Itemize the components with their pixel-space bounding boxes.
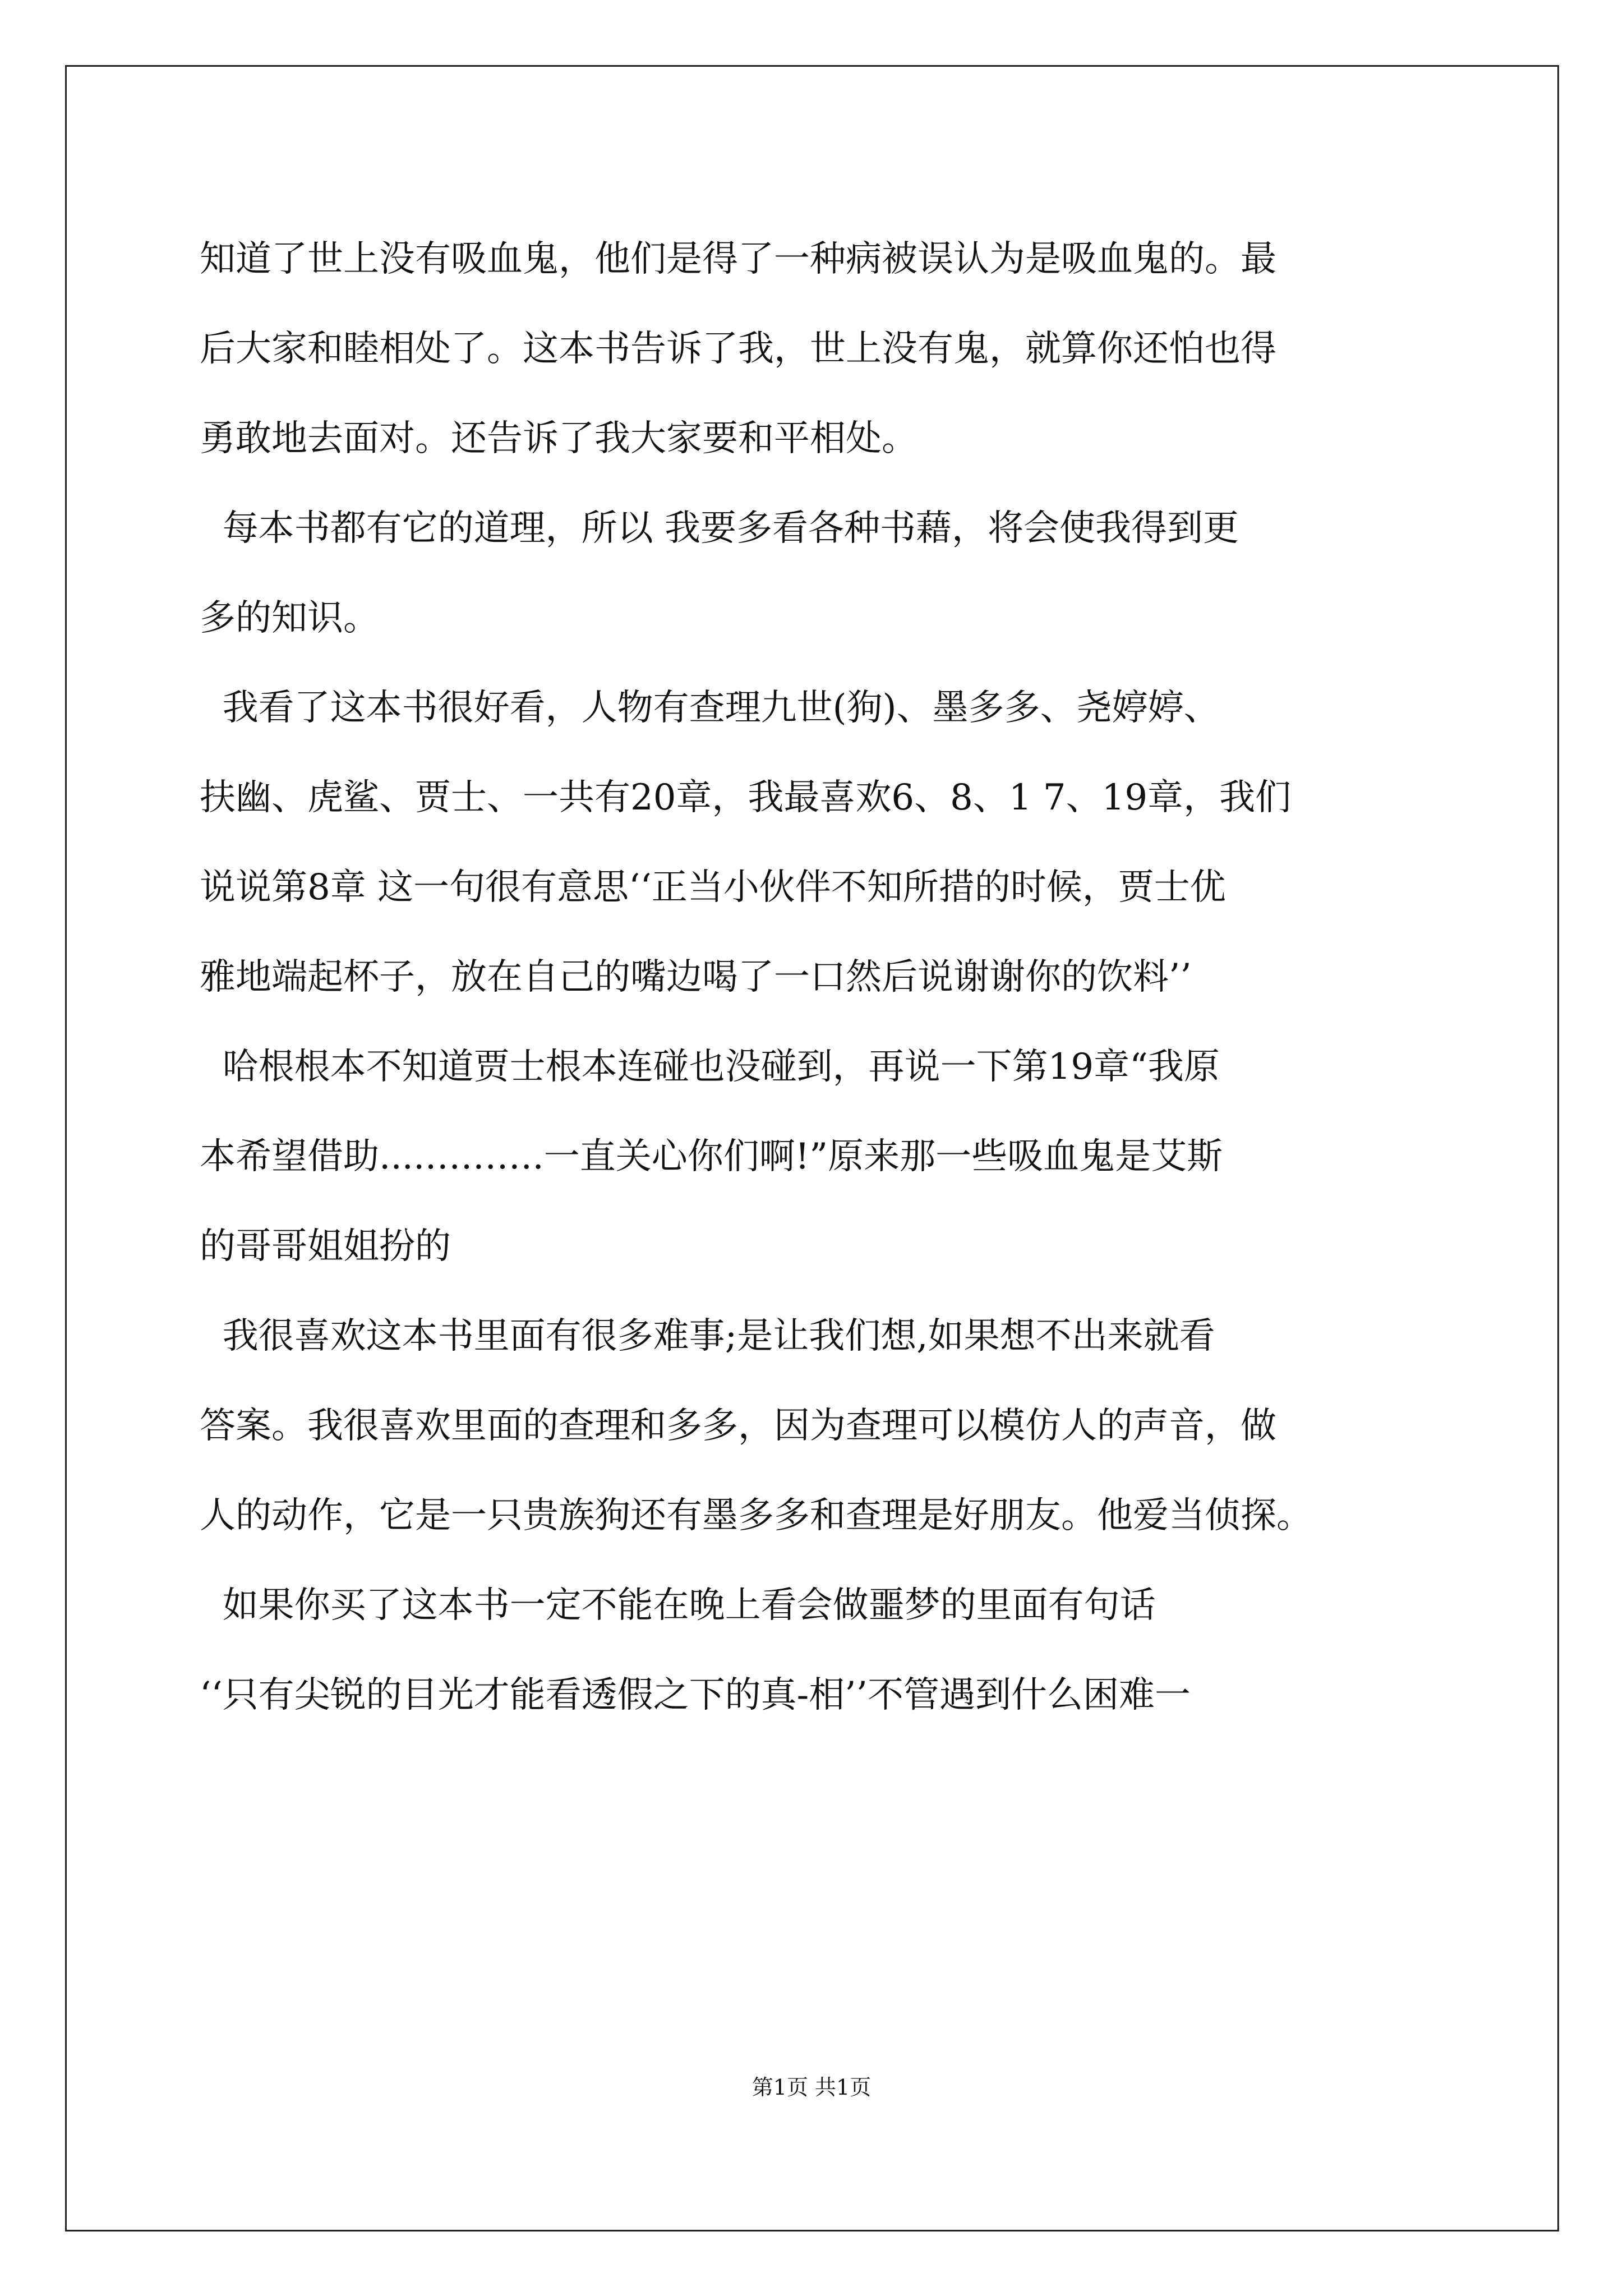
text-line: ‘‘只有尖锐的目光才能看透假之下的真-相’’不管遇到什么困难一 <box>200 1674 1191 1716</box>
text-line: 哈根根本不知道贾士根本连碰也没碰到，再说一下第19章“我原 <box>200 1046 1220 1088</box>
text-line: 勇敢地去面对。还告诉了我大家要和平相处。 <box>200 418 917 459</box>
text-line: 答案。我很喜欢里面的查理和多多，因为查理可以模仿人的声音，做 <box>200 1405 1276 1447</box>
text-line: 雅地端起杯子，放在自己的嘴边喝了一口然后说谢谢你的饮料’’ <box>200 956 1192 998</box>
text-line: 人的动作，它是一只贵族狗还有墨多多和查理是好朋友。他爱当侦探。 <box>200 1495 1312 1536</box>
text-line: 我很喜欢这本书里面有很多难事;是让我们想,如果想不出来就看 <box>200 1315 1215 1357</box>
text-line: 后大家和睦相处了。这本书告诉了我，世上没有鬼，就算你还怕也得 <box>200 328 1276 370</box>
text-line: 的哥哥姐姐扮的 <box>200 1226 451 1267</box>
page-number-footer: 第1页 共1页 <box>751 2075 872 2100</box>
text-line: 扶幽、虎鲨、贾士、一共有20章，我最喜欢6、8、1 7、19章，我们 <box>200 777 1292 818</box>
text-line: 我看了这本书很好看，人物有查理九世(狗)、墨多多、尧婷婷、 <box>200 687 1220 729</box>
text-line: 如果你买了这本书一定不能在晚上看会做噩梦的里面有句话 <box>200 1585 1156 1626</box>
text-line: 每本书都有它的道理，所以 我要多看各种书藉，将会使我得到更 <box>200 508 1239 549</box>
text-line: 说说第8章 这一句很有意思‘‘正当小伙伴不知所措的时候，贾士优 <box>200 867 1226 908</box>
document-body <box>200 214 1433 1740</box>
text-line: 多的知识。 <box>200 597 379 639</box>
text-line: 本希望借助....……….一直关心你们啊!”原来那一些吸血鬼是艾斯 <box>200 1136 1223 1177</box>
text-line: 知道了世上没有吸血鬼，他们是得了一种病被误认为是吸血鬼的。最 <box>200 238 1276 280</box>
